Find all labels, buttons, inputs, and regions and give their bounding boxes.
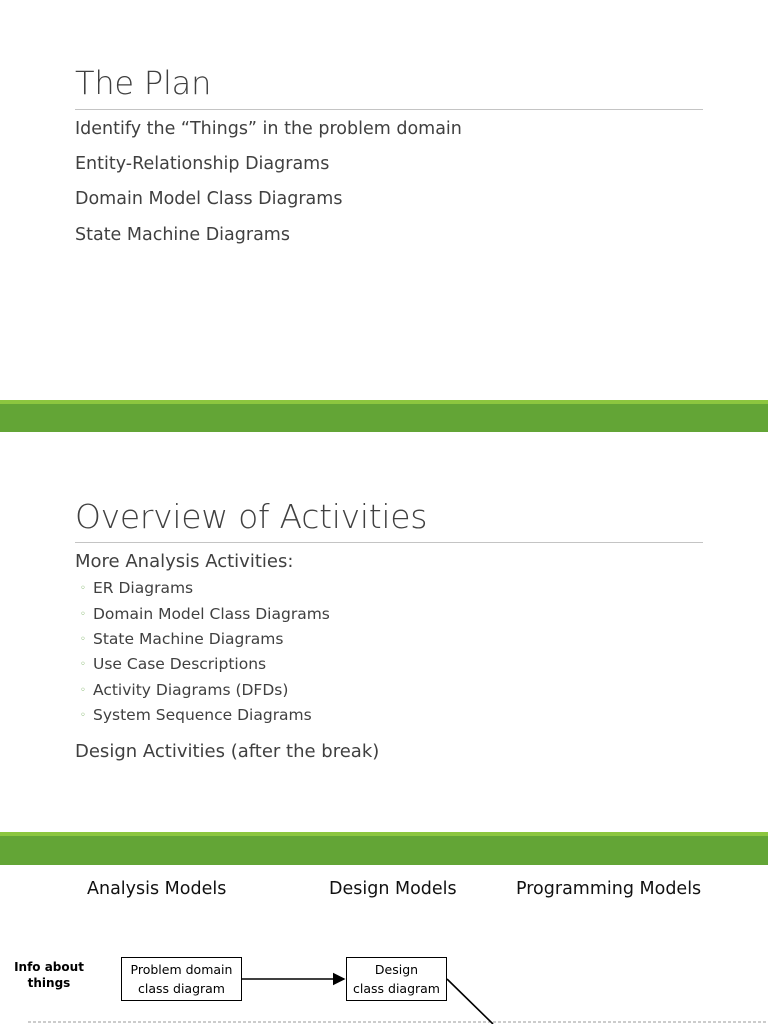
design-activities-text: Design Activities (after the break) — [75, 741, 380, 762]
circle-bullet-icon: ◦ — [80, 685, 86, 696]
title-divider — [75, 542, 703, 543]
list-item-label: Activity Diagrams (DFDs) — [93, 681, 289, 699]
list-item — [80, 605, 330, 623]
connector-design-down — [447, 979, 493, 1024]
circle-bullet-icon: ◦ — [80, 710, 86, 721]
circle-bullet-icon: ◦ — [80, 659, 86, 670]
plan-item: State Machine Diagrams — [75, 225, 290, 245]
slide-separator-band — [0, 832, 768, 865]
list-item — [80, 630, 283, 648]
plan-item: Domain Model Class Diagrams — [75, 189, 343, 209]
plan-item: Identify the “Things” in the problem domain — [75, 119, 462, 139]
problem-domain-class-diagram-box: Problem domain class diagram — [121, 957, 242, 1001]
column-heading-programming: Programming Models — [516, 879, 702, 899]
list-item-label: Use Case Descriptions — [93, 655, 267, 673]
list-item — [80, 655, 266, 673]
slide-title-plan: The Plan — [75, 64, 212, 102]
list-item-label: State Machine Diagrams — [93, 630, 284, 648]
list-item-label: Domain Model Class Diagrams — [93, 605, 330, 623]
circle-bullet-icon: ◦ — [80, 583, 86, 594]
analysis-activities-heading: More Analysis Activities: — [75, 551, 294, 572]
list-item-label: ER Diagrams — [93, 579, 194, 597]
list-item — [80, 681, 288, 699]
column-heading-design: Design Models — [329, 879, 457, 899]
info-about-things-label: Info about things — [14, 960, 84, 990]
list-item — [80, 579, 193, 597]
design-class-diagram-box: Design class diagram — [346, 957, 447, 1001]
column-heading-analysis: Analysis Models — [87, 879, 227, 899]
slide-title-overview: Overview of Activities — [75, 497, 428, 536]
list-item-label: System Sequence Diagrams — [93, 706, 312, 724]
circle-bullet-icon: ◦ — [80, 634, 86, 645]
slide-separator-band — [0, 400, 768, 432]
plan-item: Entity-Relationship Diagrams — [75, 154, 330, 174]
circle-bullet-icon: ◦ — [80, 609, 86, 620]
title-divider — [75, 109, 703, 110]
list-item — [80, 706, 312, 724]
